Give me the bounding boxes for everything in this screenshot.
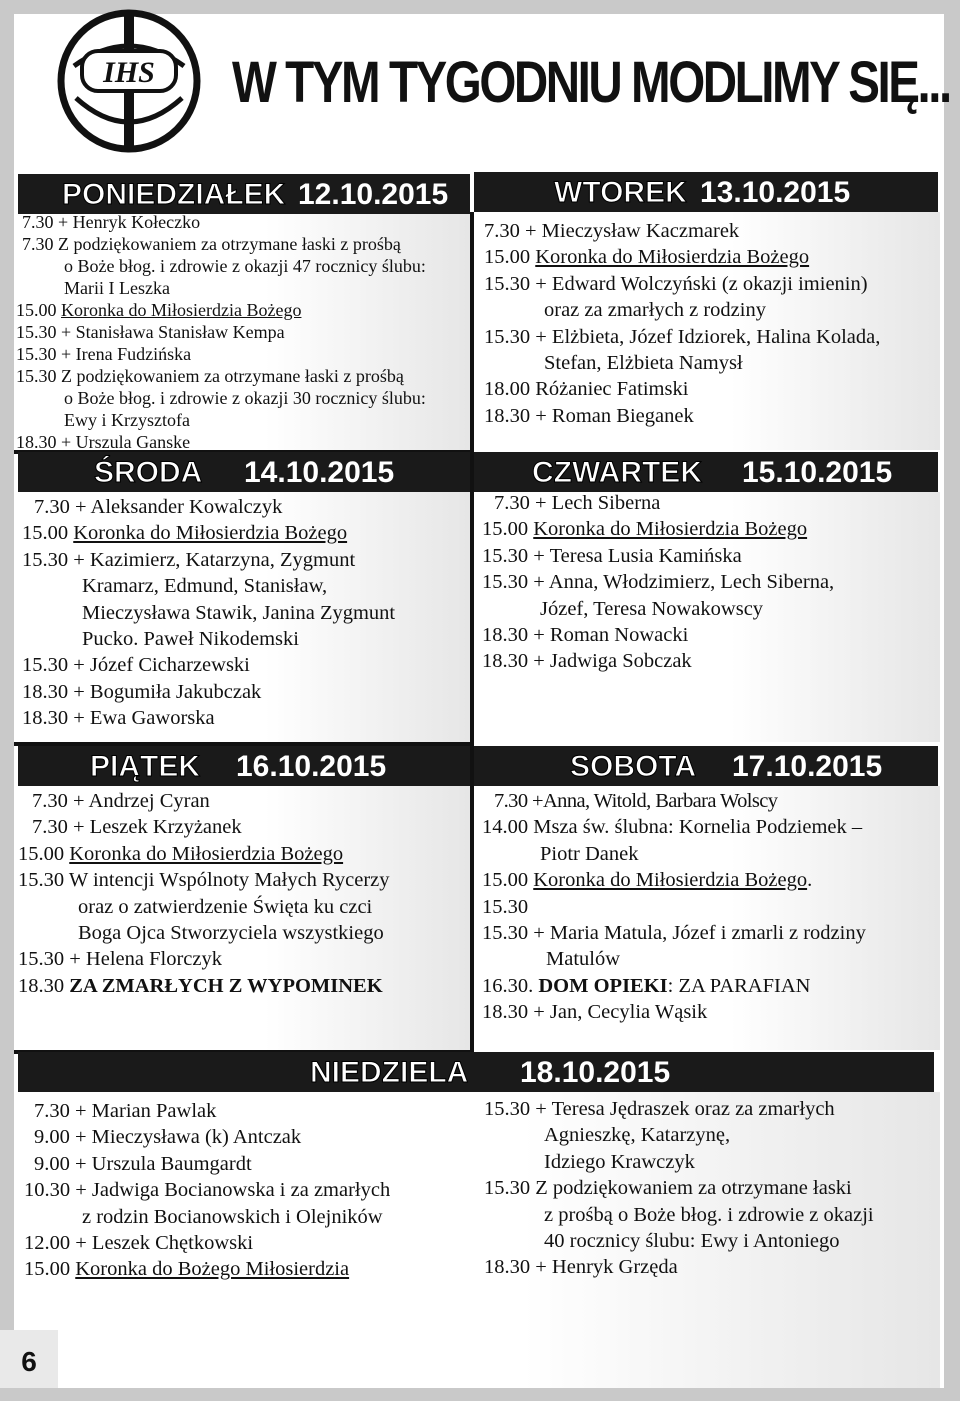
entries-sunday-right [484, 1096, 874, 1281]
day-name: PONIEDZIAŁEK [62, 178, 286, 211]
day-header-saturday [474, 746, 938, 786]
mass-entry-cont: Józef, Teresa Nowakowscy [540, 597, 764, 620]
mass-entry-cont: Agnieszkę, Katarzynę, [544, 1124, 731, 1147]
mass-entry-cont: Ewy i Krzysztofa [64, 410, 190, 430]
mass-entry-cont: Boga Ojca Stworzyciela wszystkiego [78, 922, 384, 945]
mass-entry: 7.30 + Mieczysław Kaczmarek [484, 220, 740, 242]
mass-entry-cont: z rodzin Bocianowskich i Olejników [82, 1205, 383, 1228]
mass-entry: 9.00 + Urszula Baumgardt [34, 1152, 252, 1175]
mass-entry: 15.00 Koronka do Miłosierdzia Bożego [484, 246, 810, 269]
day-date: 13.10.2015 [700, 176, 851, 209]
mass-entry: 12.00 + Leszek Chętkowski [24, 1232, 254, 1255]
mass-entry: 7.30 + Leszek Krzyżanek [32, 816, 242, 839]
mass-entry: 18.30 ZA ZMARŁYCH Z WYPOMINEK [18, 974, 383, 997]
page-title: W TYM TYGODNIU MODLIMY SIĘ... [232, 50, 950, 115]
mass-entry: 16.30. DOM OPIEKI: ZA PARAFIAN [482, 974, 811, 997]
mass-entry: 15.30 W intencji Wspólnoty Małych Rycerzy [18, 869, 390, 892]
day-date: 18.10.2015 [520, 1056, 671, 1089]
mass-entry: 7.30 + Marian Pawlak [34, 1100, 217, 1122]
entries-thursday [482, 490, 834, 675]
mass-entry-cont: Stefan, Elżbieta Namysł [544, 352, 743, 375]
day-date: 15.10.2015 [742, 456, 893, 489]
day-header-friday [18, 746, 470, 786]
mass-entry-cont: Matulów [546, 948, 621, 971]
mass-entry: 15.00 Koronka do Miłosierdzia Bożego. [482, 869, 813, 892]
mass-entry: 15.00 Koronka do Miłosierdzia Bożego [482, 518, 808, 541]
day-name: SOBOTA [570, 750, 697, 783]
entries-monday [16, 211, 426, 453]
mass-entry: 18.30 + Henryk Grzęda [484, 1256, 678, 1279]
mass-entry: 15.30 [482, 895, 529, 918]
mass-entry-cont: oraz o zatwierdzenie Święta ku czci [78, 895, 373, 918]
mass-entry: 7.30 Z podziękowaniem za otrzymane łaski z prośbą [22, 234, 401, 254]
mass-entry: 18.30 + Ewa Gaworska [22, 707, 215, 730]
mass-entry-cont: 40 rocznicy ślubu: Ewy i Antoniego [544, 1230, 840, 1253]
mass-entry: 7.30 + Andrzej Cyran [32, 790, 210, 812]
entries-wednesday [22, 494, 395, 732]
day-header-thursday [474, 452, 938, 492]
mass-entry: 10.30 + Jadwiga Bocianowska i za zmarłych [24, 1179, 391, 1202]
mass-entry: 15.30 + Anna, Włodzimierz, Lech Siberna, [482, 571, 835, 594]
mass-entry: 15.00 Koronka do Miłosierdzia Bożego [22, 522, 348, 545]
mass-entry: 15.00 Koronka do Miłosierdzia Bożego [16, 300, 302, 320]
mass-entry: 15.30 + Edward Wolczyński (z okazji imienin) [484, 272, 868, 295]
mass-entry: 18.30 + Urszula Ganske [16, 432, 191, 452]
mass-entry: 18.30 + Bogumiła Jakubczak [22, 680, 262, 703]
mass-entry-cont: z prośbą o Boże błog. i zdrowie z okazji [544, 1203, 874, 1226]
day-header-sunday [18, 1052, 934, 1092]
mass-entry: 15.30 Z podziękowaniem za otrzymane łaski [484, 1177, 852, 1200]
mass-entry-cont: Mieczysława Stawik, Janina Zygmunt [82, 601, 396, 624]
svg-text:IHS: IHS [103, 56, 155, 89]
day-name: CZWARTEK [532, 456, 702, 489]
mass-entry-cont: Piotr Danek [540, 842, 639, 865]
day-date: 17.10.2015 [732, 750, 883, 783]
mass-entry: 14.00 Msza św. ślubna: Kornelia Podziemek – [482, 816, 863, 839]
entries-sunday-left [24, 1098, 390, 1283]
mass-entry: 7.30 + Lech Siberna [494, 492, 661, 514]
day-date: 16.10.2015 [236, 750, 387, 783]
mass-entry: 9.00 + Mieczysława (k) Antczak [34, 1126, 302, 1149]
mass-entry: 15.30 + Stanisława Stanisław Kempa [16, 322, 285, 342]
day-header-tuesday [474, 172, 938, 212]
mass-entry: 7.30 + Henryk Kołeczko [22, 212, 201, 232]
mass-entry-cont: oraz za zmarłych z rodziny [544, 299, 766, 322]
day-header-wednesday [18, 452, 470, 492]
mass-entry: 15.30 + Teresa Lusia Kamińska [482, 544, 742, 567]
mass-entry: 15.30 + Kazimierz, Katarzyna, Zygmunt [22, 548, 356, 571]
day-name: NIEDZIELA [310, 1056, 469, 1089]
day-header-monday [18, 174, 470, 214]
page-number: 6 [0, 1330, 58, 1388]
day-name: WTOREK [554, 176, 687, 209]
mass-entry: 7.30 + Aleksander Kowalczyk [34, 496, 283, 518]
mass-entry-cont: Marii I Leszka [64, 278, 170, 298]
entries-saturday [482, 788, 866, 1026]
mass-entry: 15.30 + Maria Matula, Józef i zmarli z rodziny [482, 922, 866, 945]
mass-entry: 15.00 Koronka do Miłosierdzia Bożego [18, 842, 344, 865]
mass-entry: 18.30 + Roman Bieganek [484, 404, 694, 427]
entries-friday [18, 788, 390, 999]
mass-entry: 15.00 Koronka do Bożego Miłosierdzia [24, 1258, 350, 1281]
mass-entry: 15.30 + Teresa Jędraszek oraz za zmarłych [484, 1098, 835, 1120]
mass-entry-cont: o Boże błog. i zdrowie z okazji 47 rocznicy ślubu: [64, 256, 426, 276]
mass-entry: 15.30 + Irena Fudzińska [16, 344, 192, 364]
mass-entry: 15.30 + Józef Cicharzewski [22, 654, 250, 677]
mass-entry-cont: Kramarz, Edmund, Stanisław, [82, 575, 328, 598]
day-date: 12.10.2015 [298, 178, 449, 211]
mass-entry: 18.00 Różaniec Fatimski [484, 378, 689, 401]
mass-entry: 15.30 + Helena Florczyk [18, 948, 222, 971]
mass-entry: 7.30 +Anna, Witold, Barbara Wolscy [494, 790, 778, 812]
mass-entry: 18.30 + Roman Nowacki [482, 624, 689, 647]
entries-tuesday [484, 218, 880, 429]
mass-entry: 15.30 Z podziękowaniem za otrzymane łaski z prośbą [16, 366, 404, 386]
day-date: 14.10.2015 [244, 456, 395, 489]
ihs-logo [54, 6, 204, 156]
day-name: PIĄTEK [90, 750, 201, 783]
mass-entry-cont: o Boże błog. i zdrowie z okazji 30 rocznicy ślubu: [64, 388, 426, 408]
mass-entry: 18.30 + Jadwiga Sobczak [482, 650, 692, 673]
mass-entry-cont: Idziego Krawczyk [544, 1150, 695, 1173]
mass-entry: 15.30 + Elżbieta, Józef Idziorek, Halina Kolada, [484, 325, 881, 348]
day-name: ŚRODA [94, 456, 203, 489]
mass-entry: 18.30 + Jan, Cecylia Wąsik [482, 1001, 708, 1024]
mass-entry-cont: Pucko. Paweł Nikodemski [82, 628, 299, 651]
